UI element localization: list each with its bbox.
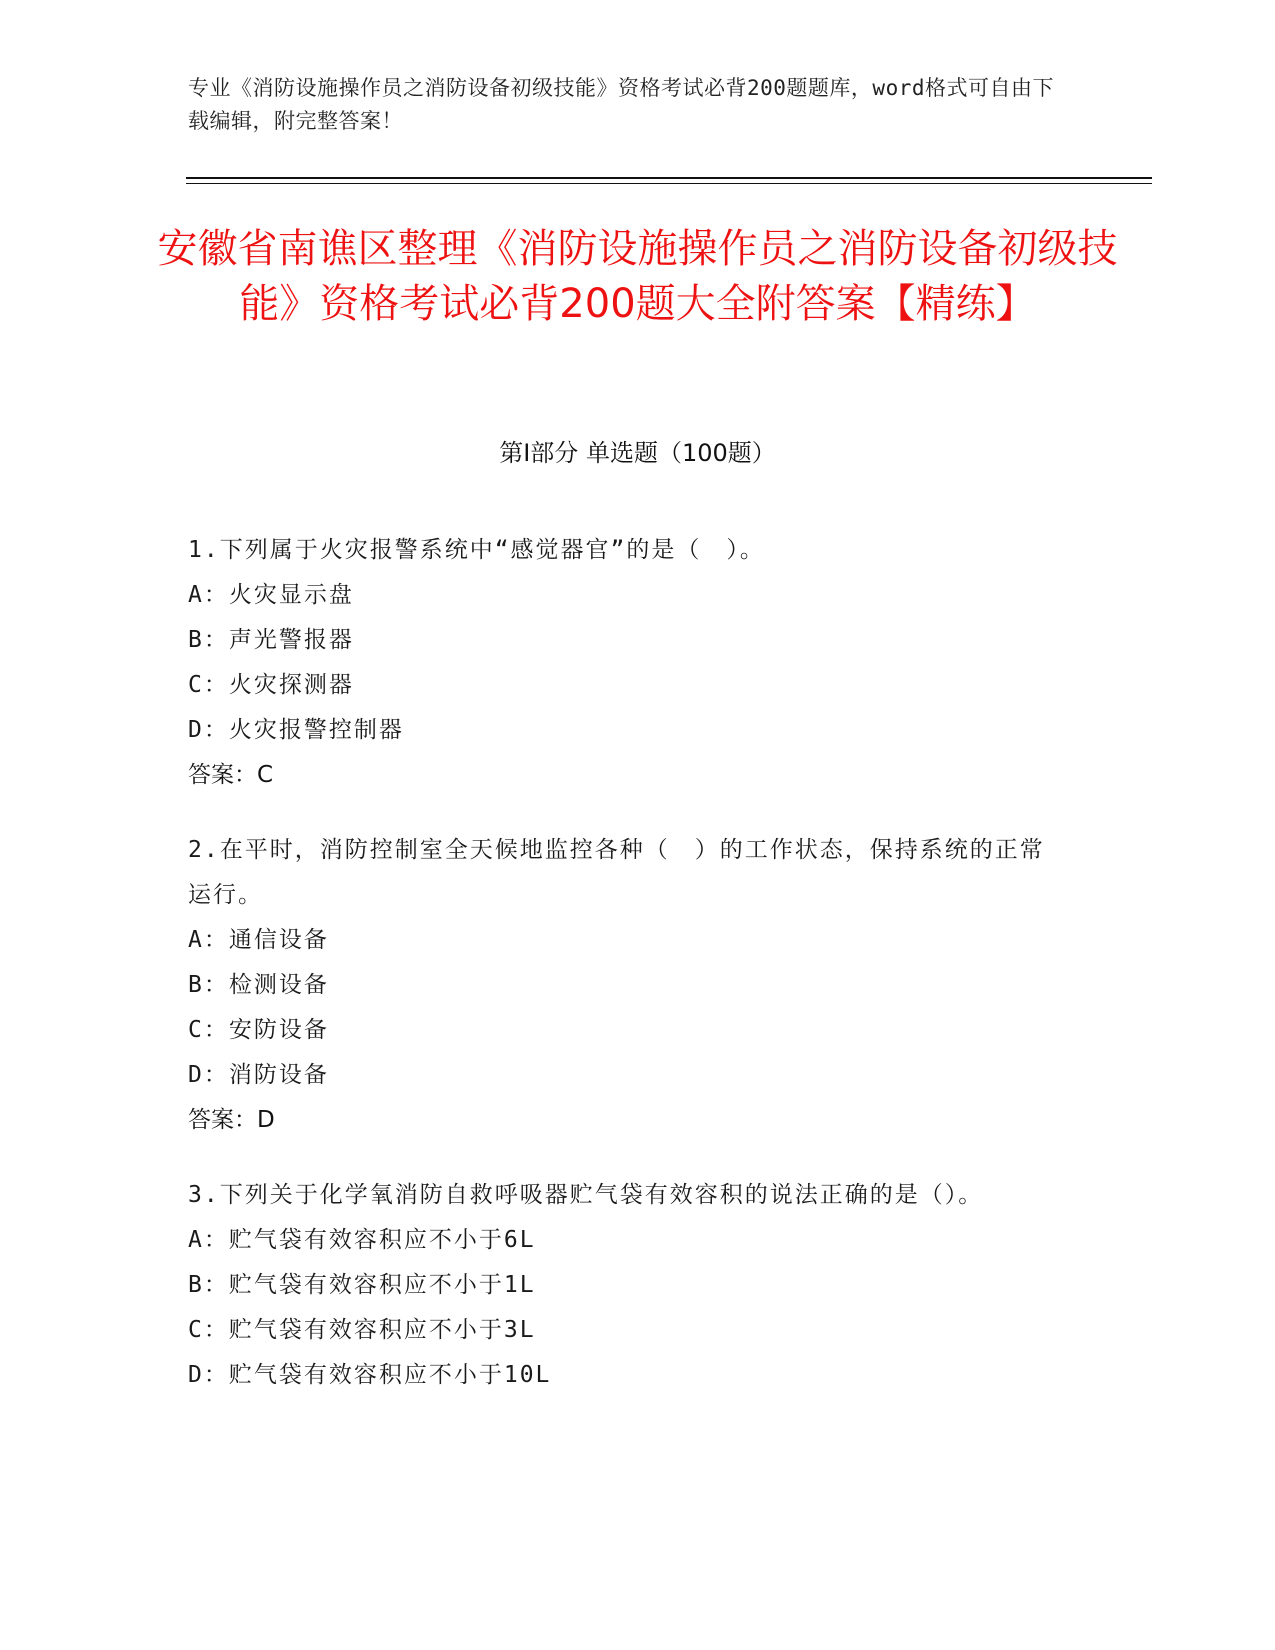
- option-b: B：贮气袋有效容积应不小于1L: [188, 1272, 536, 1298]
- option-a: A：火灾显示盘: [188, 582, 354, 608]
- option-d: D：消防设备: [188, 1062, 329, 1088]
- option-b: B：检测设备: [188, 972, 329, 998]
- option-d: D：贮气袋有效容积应不小于10L: [188, 1362, 552, 1388]
- question-stem: 3.下列关于化学氧消防自救呼吸器贮气袋有效容积的说法正确的是（）。: [188, 1182, 984, 1208]
- answer-line: 答案：D: [188, 1107, 275, 1133]
- question-stem: 2.在平时，消防控制室全天候地监控各种（ ）的工作状态，保持系统的正常运行。: [188, 837, 1045, 908]
- option-a: A：贮气袋有效容积应不小于6L: [188, 1227, 536, 1253]
- question-item: [188, 828, 1068, 1143]
- option-c: C：火灾探测器: [188, 672, 354, 698]
- option-b: B：声光警报器: [188, 627, 354, 653]
- header-note: 专业《消防设施操作员之消防设备初级技能》资格考试必背200题题库，word格式可自由下载编辑，附完整答案！: [188, 76, 1054, 133]
- question-item: [188, 528, 1068, 798]
- question-stem: 1.下列属于火灾报警系统中“感觉器官”的是（ ）。: [188, 537, 765, 563]
- header-divider-thin: [186, 183, 1152, 184]
- option-d: D：火灾报警控制器: [188, 717, 404, 743]
- question-list: [188, 528, 1068, 1428]
- option-c: C：贮气袋有效容积应不小于3L: [188, 1317, 536, 1343]
- document-title: 安徽省南谯区整理《消防设施操作员之消防设备初级技能》资格考试必背200题大全附答案【精练】: [157, 226, 1118, 327]
- header-divider-thick: [186, 177, 1152, 179]
- answer-line: 答案：C: [188, 762, 274, 788]
- option-a: A：通信设备: [188, 927, 329, 953]
- question-item: [188, 1173, 1068, 1398]
- section-heading: 第I部分 单选题（100题）: [499, 439, 776, 467]
- option-c: C：安防设备: [188, 1017, 329, 1043]
